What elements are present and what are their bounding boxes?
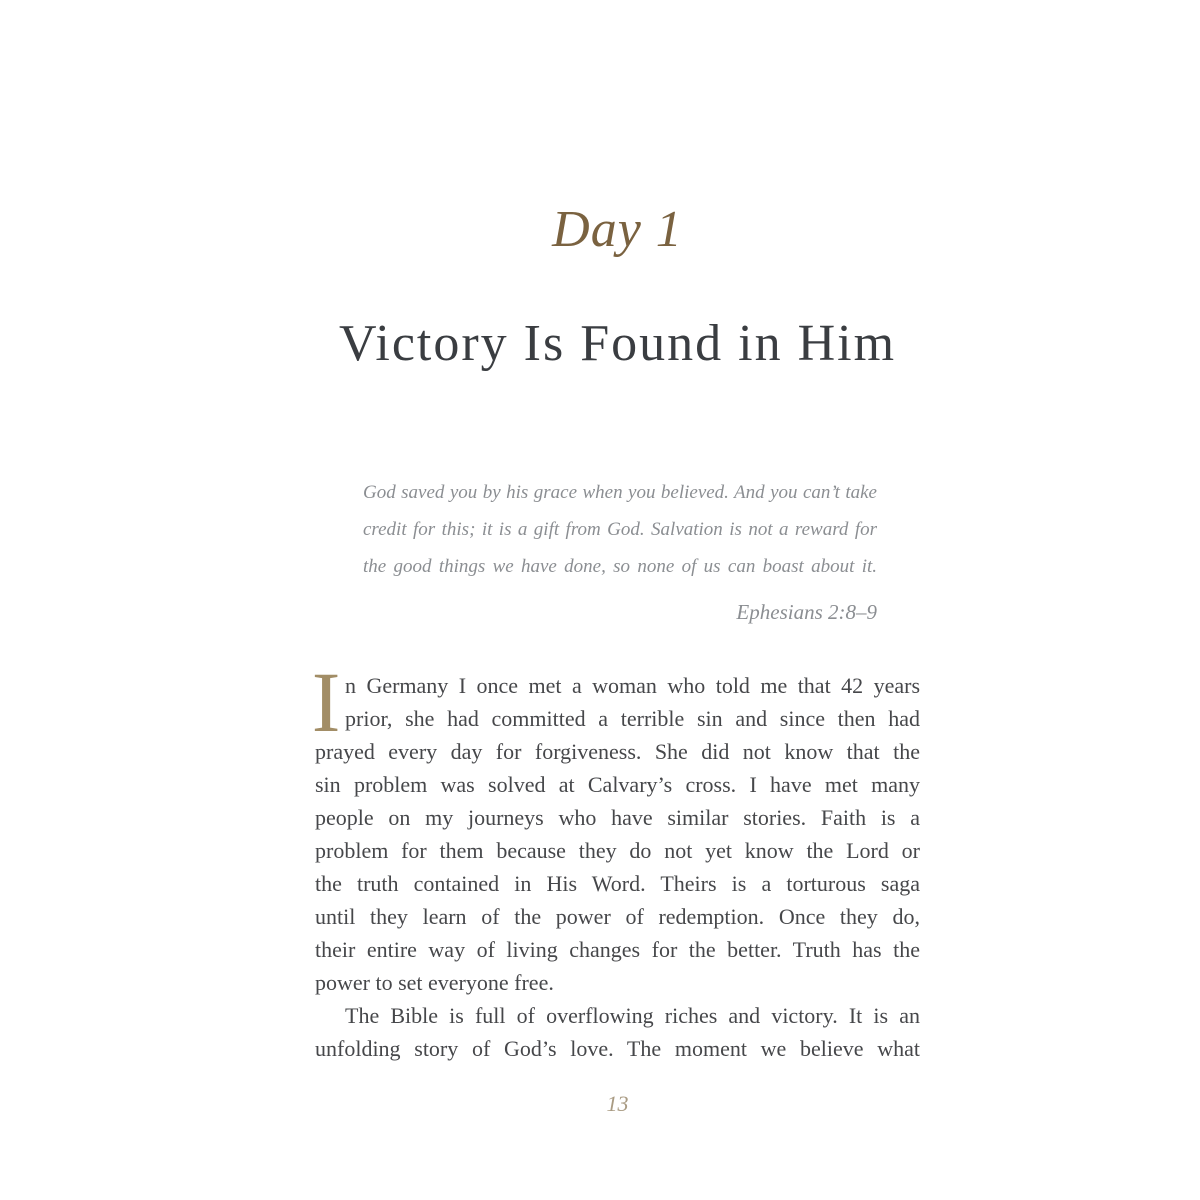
body-line: the truth contained in His Word. Theirs is a torturous saga	[315, 871, 920, 896]
chapter-title: Victory Is Found in Him	[338, 315, 897, 372]
body-line: prayed every day for forgiveness. She did not know that the	[315, 739, 920, 764]
scripture-reference: Ephesians 2:8–9	[736, 600, 877, 624]
body-text	[311, 654, 920, 1065]
day-label: Day 1	[552, 201, 683, 258]
drop-cap: I	[311, 654, 341, 750]
body-line: The Bible is full of overflowing riches and victory. It is an	[345, 1003, 920, 1028]
epigraph-line: credit for this; it is a gift from God. Salvation is not a reward for	[363, 519, 877, 540]
body-line: until they learn of the power of redemption. Once they do,	[315, 904, 920, 929]
body-line: their entire way of living changes for the better. Truth has the	[315, 937, 920, 962]
page-content	[311, 196, 920, 1119]
body-line: problem for them because they do not yet know the Lord or	[315, 838, 920, 863]
body-line: power to set everyone free.	[315, 970, 554, 995]
epigraph-line: God saved you by his grace when you believed. And you can’t take	[363, 482, 877, 503]
scripture-epigraph	[363, 474, 877, 627]
body-line: unfolding story of God’s love. The moment we believe what	[315, 1036, 920, 1061]
epigraph-line: the good things we have done, so none of us can boast about it.	[363, 556, 877, 577]
body-line: people on my journeys who have similar stories. Faith is a	[315, 805, 920, 830]
body-line: sin problem was solved at Calvary’s cross. I have met many	[315, 772, 920, 797]
body-line: n Germany I once met a woman who told me that 42 years	[345, 673, 920, 698]
page-number: 13	[606, 1091, 629, 1116]
body-line: prior, she had committed a terrible sin and since then had	[345, 706, 920, 731]
